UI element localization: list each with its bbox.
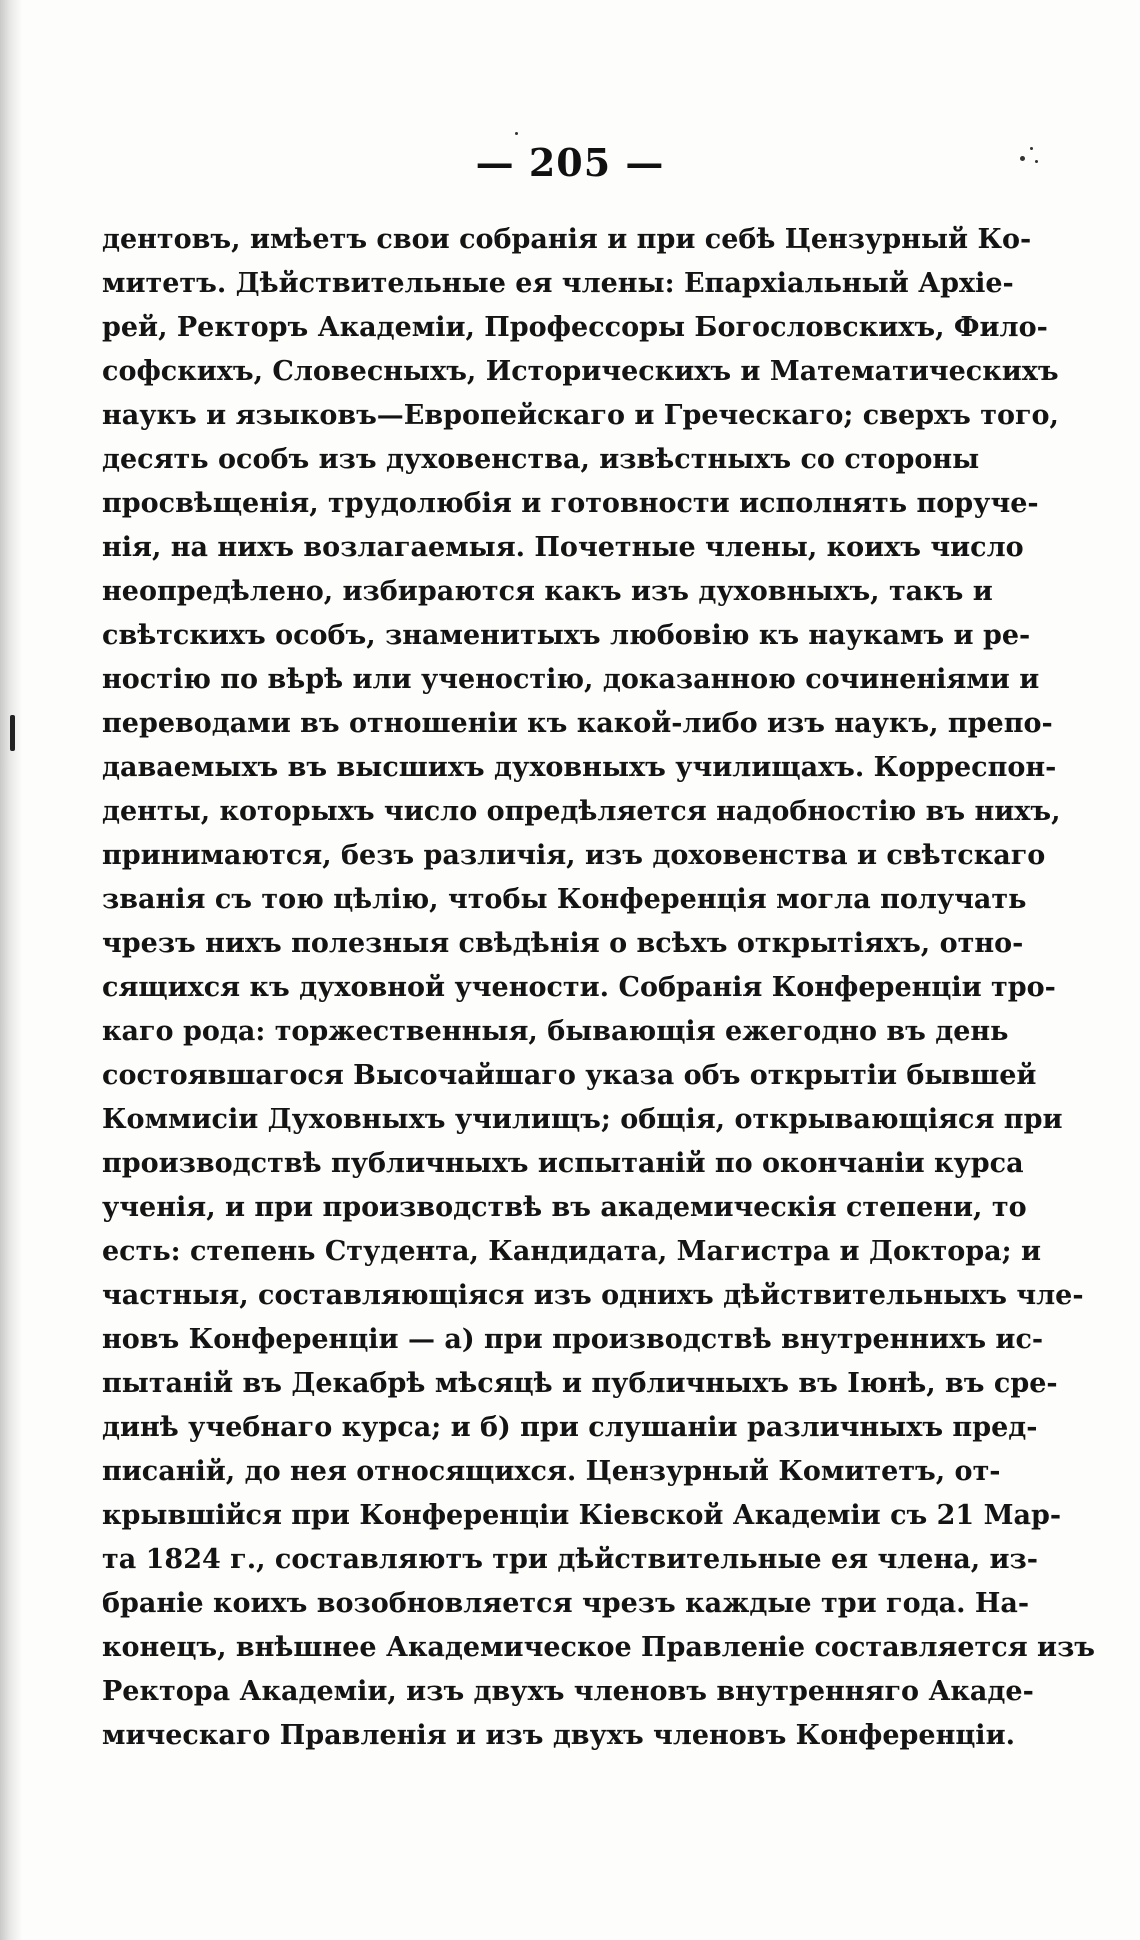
text-line: свѣтскихъ особъ, знаменитыхъ любовію къ наукамъ и ре- xyxy=(102,620,1031,651)
text-line: динѣ учебнаго курса; и б) при слушаніи различныхъ пред- xyxy=(102,1412,1038,1443)
text-line: Коммисіи Духовныхъ училищъ; общія, открывающіяся при xyxy=(102,1104,1063,1135)
text-line: ностію по вѣрѣ или ученостію, доказанною сочиненіями и xyxy=(102,664,1040,695)
ink-speck xyxy=(1030,147,1033,150)
text-line: десять особъ изъ духовенства, извѣстныхъ со стороны xyxy=(102,444,980,475)
page-number: — 205 — xyxy=(475,140,665,185)
text-line: частныя, составляющіяся изъ однихъ дѣйствительныхъ чле- xyxy=(102,1280,1084,1311)
text-line: пытаній въ Декабрѣ мѣсяцѣ и публичныхъ въ Іюнѣ, въ сре- xyxy=(102,1368,1058,1399)
text-line: браніе коихъ возобновляется чрезъ каждые три года. На- xyxy=(102,1588,1030,1619)
ink-speck xyxy=(515,132,518,135)
text-line: наукъ и языковъ—Европейскаго и Греческаго; сверхъ того, xyxy=(102,400,1059,431)
text-line: переводами въ отношеніи къ какой-либо изъ наукъ, препо- xyxy=(102,708,1053,739)
text-line: принимаются, безъ различія, изъ доховенства и свѣтскаго xyxy=(102,840,1046,871)
text-line: есть: степень Студента, Кандидата, Магистра и Доктора; и xyxy=(102,1236,1041,1267)
text-line: новъ Конференціи — а) при производствѣ внутреннихъ ис- xyxy=(102,1324,1044,1355)
text-line: нія, на нихъ возлагаемыя. Почетные члены, коихъ число xyxy=(102,532,1024,563)
text-line: митетъ. Дѣйствительные ея члены: Епархіальный Архіе- xyxy=(102,268,1014,299)
text-line: крывшійся при Конференціи Кіевской Академіи съ 21 Мар- xyxy=(102,1500,1062,1531)
text-line: софскихъ, Словесныхъ, Историческихъ и Математическихъ xyxy=(102,356,1059,387)
page-binding-edge xyxy=(0,0,22,1940)
text-line: денты, которыхъ число опредѣляется надобностію въ нихъ, xyxy=(102,796,1061,827)
binding-mark xyxy=(10,715,15,751)
text-line: неопредѣлено, избираются какъ изъ духовныхъ, такъ и xyxy=(102,576,993,607)
text-line: рей, Ректоръ Академіи, Профессоры Богословскихъ, Фило- xyxy=(102,312,1048,343)
text-line: званія съ тою цѣлію, чтобы Конференція могла получать xyxy=(102,884,1027,915)
text-line: ученія, и при производствѣ въ академическія степени, то xyxy=(102,1192,1027,1223)
text-line: та 1824 г., составляютъ три дѣйствительные ея члена, из- xyxy=(102,1544,1038,1575)
text-line: писаній, до нея относящихся. Цензурный Комитетъ, от- xyxy=(102,1456,1001,1487)
text-line: производствѣ публичныхъ испытаній по окончаніи курса xyxy=(102,1148,1024,1179)
text-line: Ректора Академіи, изъ двухъ членовъ внутренняго Акаде- xyxy=(102,1676,1034,1707)
text-line: сящихся къ духовной учености. Собранія Конференціи тро- xyxy=(102,972,1056,1003)
text-line: конецъ, внѣшнее Академическое Правленіе составляется изъ xyxy=(102,1632,1096,1663)
text-line: состоявшагося Высочайшаго указа объ открытіи бывшей xyxy=(102,1060,1037,1091)
text-line: даваемыхъ въ высшихъ духовныхъ училищахъ. Корреспон- xyxy=(102,752,1057,783)
text-line: чрезъ нихъ полезныя свѣдѣнія о всѣхъ открытіяхъ, отно- xyxy=(102,928,1024,959)
text-line: каго рода: торжественныя, бывающія ежегодно въ день xyxy=(102,1016,1009,1047)
ink-speck xyxy=(1020,156,1025,161)
text-line: дентовъ, имѣетъ свои собранія и при себѣ Цензурный Ко- xyxy=(102,224,1032,255)
body-text xyxy=(102,218,1096,1758)
text-line: мическаго Правленія и изъ двухъ членовъ Конференціи. xyxy=(102,1720,1015,1751)
text-line: просвѣщенія, трудолюбія и готовности исполнять поруче- xyxy=(102,488,1039,519)
ink-speck xyxy=(1035,160,1038,163)
